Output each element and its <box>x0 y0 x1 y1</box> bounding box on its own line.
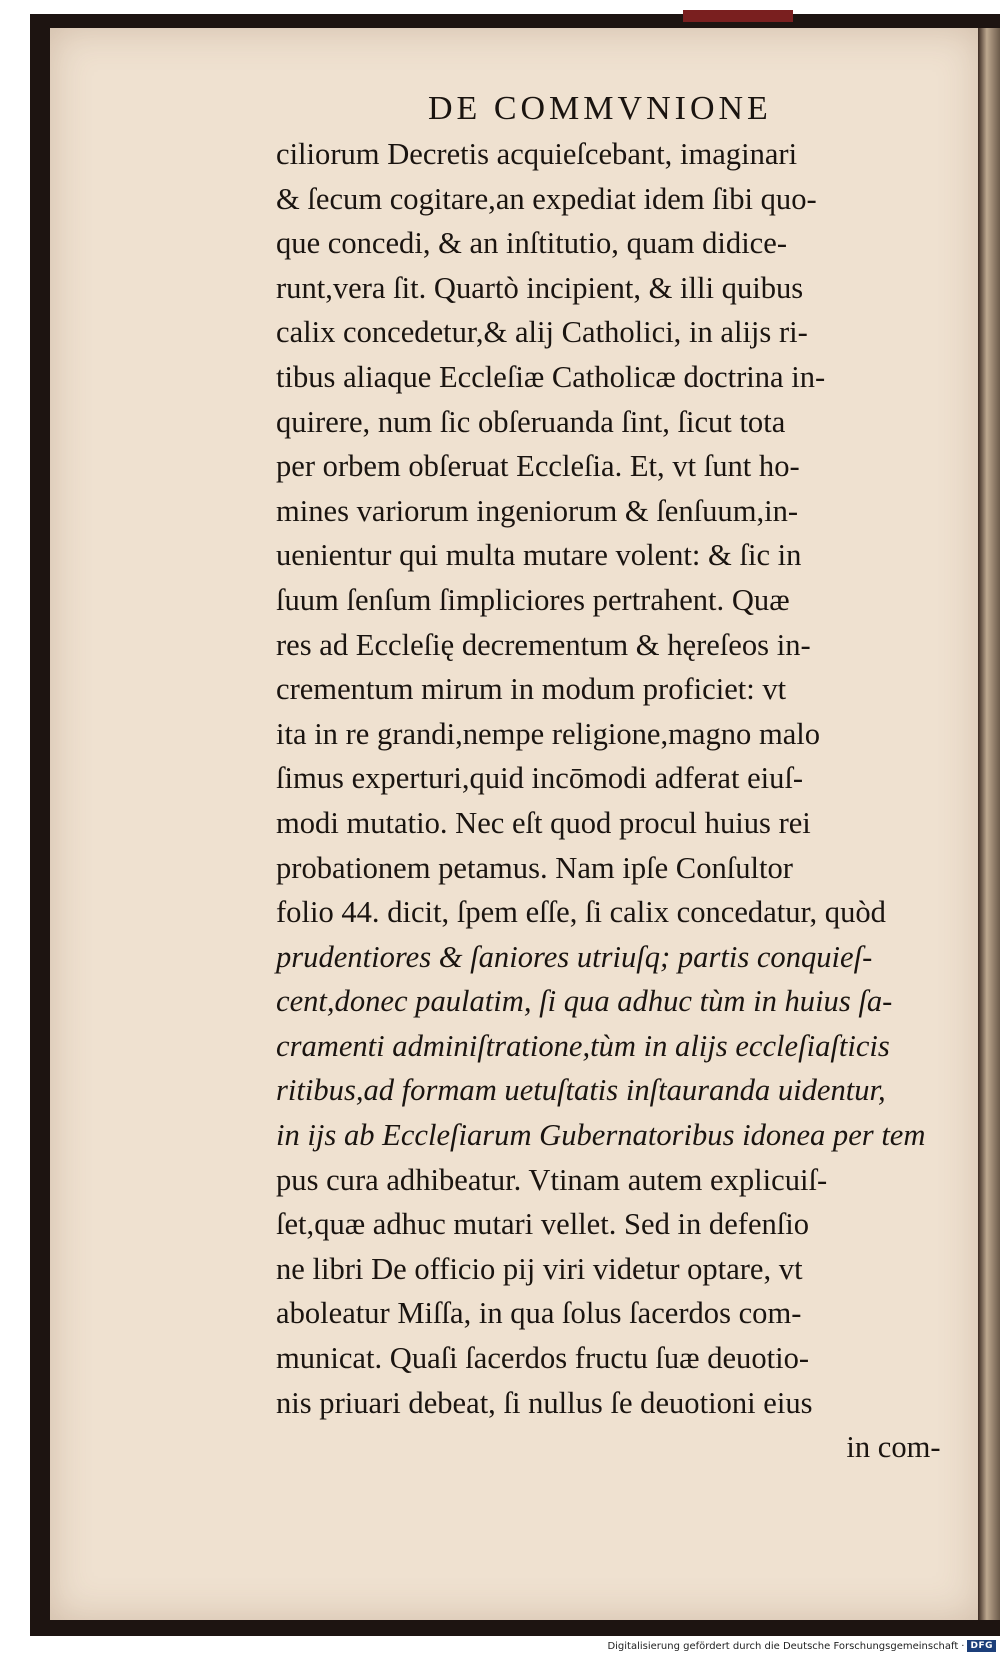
text-line: municat. Quaſi ſacerdos fructu ſuæ deuotio- <box>276 1340 810 1376</box>
text-line: runt,vera ſit. Quartò incipient, & illi quibus <box>276 269 804 305</box>
running-head: DE COMMVNIONE <box>428 90 772 127</box>
text-line: probationem petamus. Nam ipſe Conſultor <box>276 849 793 885</box>
page-edge <box>978 28 1000 1620</box>
text-line: crementum mirum in modum proficiet: vt <box>276 671 787 707</box>
text-line: per orbem obſeruat Eccleſia. Et, vt ſunt ho- <box>276 448 800 484</box>
text-line: mines variorum ingeniorum & ſenſuum,in- <box>276 492 799 528</box>
text-line: & ſecum cogitare,an expediat idem ſibi quo- <box>276 180 817 216</box>
text-line: ita in re grandi,nempe religione,magno malo <box>276 715 821 751</box>
text-line: in ijs ab Eccleſiarum Gubernatoribus idonea per tem <box>276 1117 926 1153</box>
text-line: ſuum ſenſum ſimpliciores pertrahent. Quæ <box>276 581 790 617</box>
footer-separator: · <box>961 1640 965 1652</box>
dfg-logo: DFG <box>967 1640 996 1652</box>
catchword: in com- <box>846 1429 941 1465</box>
text-line: ciliorum Decretis acquieſcebant, imaginari <box>276 136 798 171</box>
text-line: quirere, num ſic obſeruanda ſint, ſicut tota <box>276 403 786 439</box>
text-line: modi mutatio. Nec eſt quod procul huius rei <box>276 804 811 840</box>
bookmark-ribbon <box>683 10 793 22</box>
footer-text: Digitalisierung gefördert durch die Deutsche Forschungsgemeinschaft <box>607 1640 959 1652</box>
text-line: ſet,quæ adhuc mutari vellet. Sed in defenſio <box>276 1206 810 1242</box>
text-line: tibus aliaque Eccleſiæ Catholicæ doctrina in- <box>276 358 826 394</box>
text-line: uenientur qui multa mutare volent: & ſic in <box>276 537 802 573</box>
text-line: prudentiores & ſaniores utriuſq; partis conquieſ- <box>276 938 873 974</box>
digitization-footer <box>607 1640 996 1652</box>
text-line: aboleatur Miſſa, in qua ſolus ſacerdos com- <box>276 1295 802 1331</box>
text-line: cramenti adminiſtratione,tùm in alijs eccleſiaſticis <box>276 1027 890 1063</box>
text-line: ritibus,ad formam uetuſtatis inſtauranda uidentur, <box>276 1072 886 1108</box>
text-line: cent,donec paulatim, ſi qua adhuc tùm in huius ſa- <box>276 983 893 1019</box>
text-line: que concedi, & an inſtitutio, quam didice- <box>276 225 788 261</box>
text-line: res ad Eccleſię decrementum & hęreſeos in- <box>276 626 811 662</box>
text-line: nis priuari debeat, ſi nullus ſe deuotioni eius <box>276 1384 813 1420</box>
text-line: pus cura adhibeatur. Vtinam autem explicuiſ- <box>276 1161 828 1197</box>
text-line: calix concedetur,& alij Catholici, in alijs ri- <box>276 314 808 350</box>
text-line: ne libri De officio pij viri videtur optare, vt <box>276 1250 803 1286</box>
text-line: folio 44. dicit, ſpem eſſe, ſi calix concedatur, quòd <box>276 894 886 930</box>
text-line: ſimus experturi,quid incōmodi adferat eiuſ- <box>276 760 804 796</box>
body-text <box>276 132 966 1470</box>
